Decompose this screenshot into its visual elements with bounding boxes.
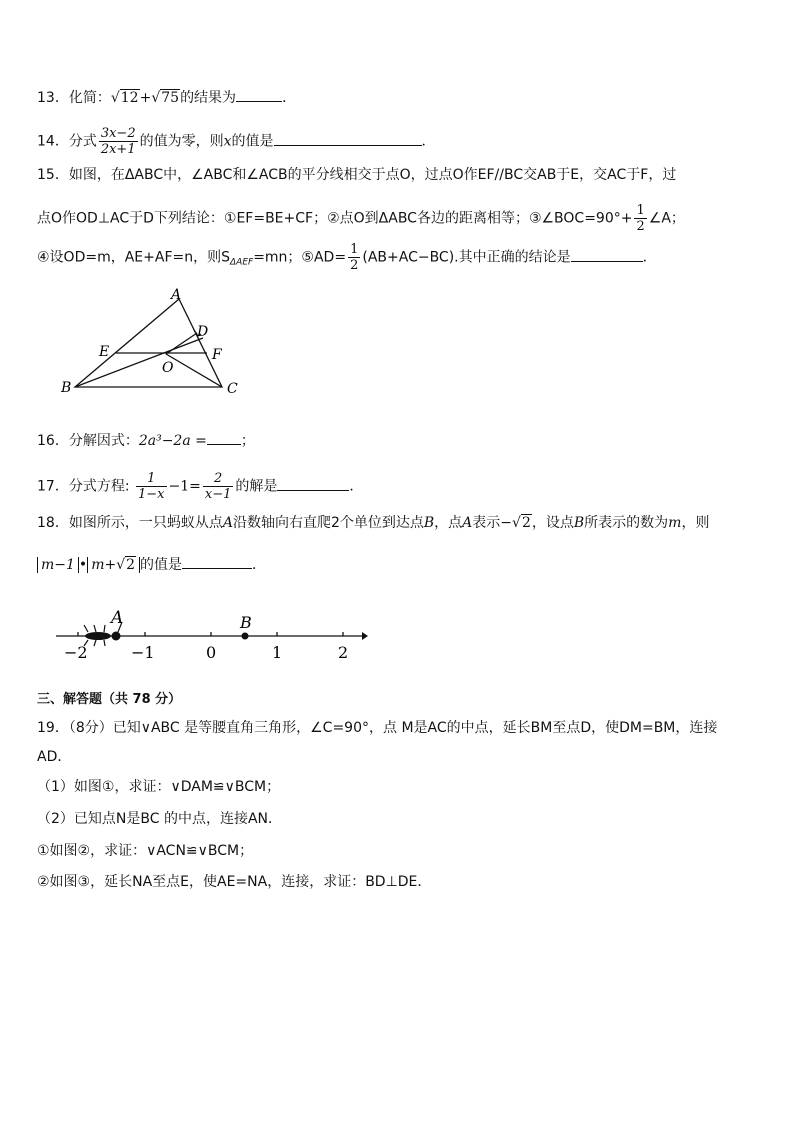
label-b: B (61, 380, 72, 396)
label-c: C (227, 381, 238, 397)
section-heading: 三、解答题（共 78 分） (37, 692, 182, 707)
question-15-line1: 15．如图，在ΔABC中，∠ABC和∠ACB的平分线相交于点O，过点O作EF//BC交AB于E，交AC于F，过 (37, 167, 677, 183)
question-16: 16．分解因式：2a³−2a = ； (37, 430, 255, 451)
question-15-line2: 点O作OD⊥AC于D下列结论：①EF=BE+CF；②点O到ΔABC各边的距离相等；③∠BOC=90°+ $\frac{1}{2}$ ∠A； (37, 203, 685, 234)
tick-label: 2 (338, 643, 349, 662)
answer-blank-13 (236, 87, 282, 102)
triangle-figure (55, 285, 255, 403)
question-19-part1: （1）如图①，求证：∨DAM≌∨BCM； (37, 779, 281, 795)
label-point-a: A (111, 608, 124, 628)
tick-label: −2 (64, 643, 88, 662)
number-line-figure (50, 608, 370, 666)
question-14: 14．分式 $\frac{3x-2}{2x+1}$ 的值为零，则x的值是 ． (37, 126, 436, 157)
question-18-line1: 18．如图所示，一只蚂蚁从点A沿数轴向右直爬2个单位到达点B，点A表示−√2，设点B所表示的数为m，则 (37, 515, 710, 531)
label-f: F (212, 347, 222, 363)
axis-arrow (362, 632, 368, 640)
tick-label: −1 (131, 643, 155, 662)
sqrt-12: √12 (110, 90, 139, 106)
label-d: D (197, 324, 209, 340)
answer-blank-17 (277, 476, 349, 491)
answer-blank-14 (274, 131, 422, 146)
bisector-b (75, 338, 203, 387)
label-point-b: B (240, 613, 252, 632)
question-19-line2: AD． (37, 749, 72, 765)
sqrt-75: √75 (151, 90, 180, 106)
q13-prompt: 化简： (68, 90, 111, 106)
label-a: A (171, 287, 182, 303)
question-19-part2-1: ①如图②，求证：∨ACN≌∨BCM； (37, 843, 254, 859)
label-e: E (99, 344, 110, 360)
q13-number: 13． (37, 90, 69, 106)
label-o: O (162, 360, 174, 376)
segment-od (166, 333, 197, 354)
question-13: 13．化简：√12+√75的结果为 ． (37, 87, 296, 108)
question-19-line1: 19．（8分）已知∨ABC 是等腰直角三角形，∠C=90°，点 M是AC的中点，延长BM至点D，使DM=BM，连接 (37, 720, 718, 736)
question-15-line3: ④设OD=m，AE+AF=n，则$S_{\Delta AEF}=mn$；⑤AD= $\frac{1}{2}$ (AB+AC−BC).其中正确的结论是 ． (37, 242, 657, 273)
question-17: 17．分式方程: $\frac{1}{1-x}$ −1= $\frac{2}{x-1}$ 的解是 ． (37, 471, 364, 502)
tick-label: 1 (272, 643, 283, 662)
answer-blank-18 (182, 554, 252, 569)
answer-blank-15 (571, 247, 643, 262)
question-18-line2: m−1 • m+√2 的值是 ． (37, 554, 266, 575)
question-19-part2-2: ②如图③，延长NA至点E，使AE=NA，连接，求证：BD⊥DE． (37, 874, 432, 890)
answer-blank-16 (207, 430, 241, 445)
point-b (242, 633, 249, 640)
question-19-part2: （2）已知点N是BC 的中点，连接AN． (37, 811, 283, 827)
q14-fraction: $\frac{3x-2}{2x+1}$ (100, 126, 136, 157)
tick-label: 0 (206, 643, 217, 662)
